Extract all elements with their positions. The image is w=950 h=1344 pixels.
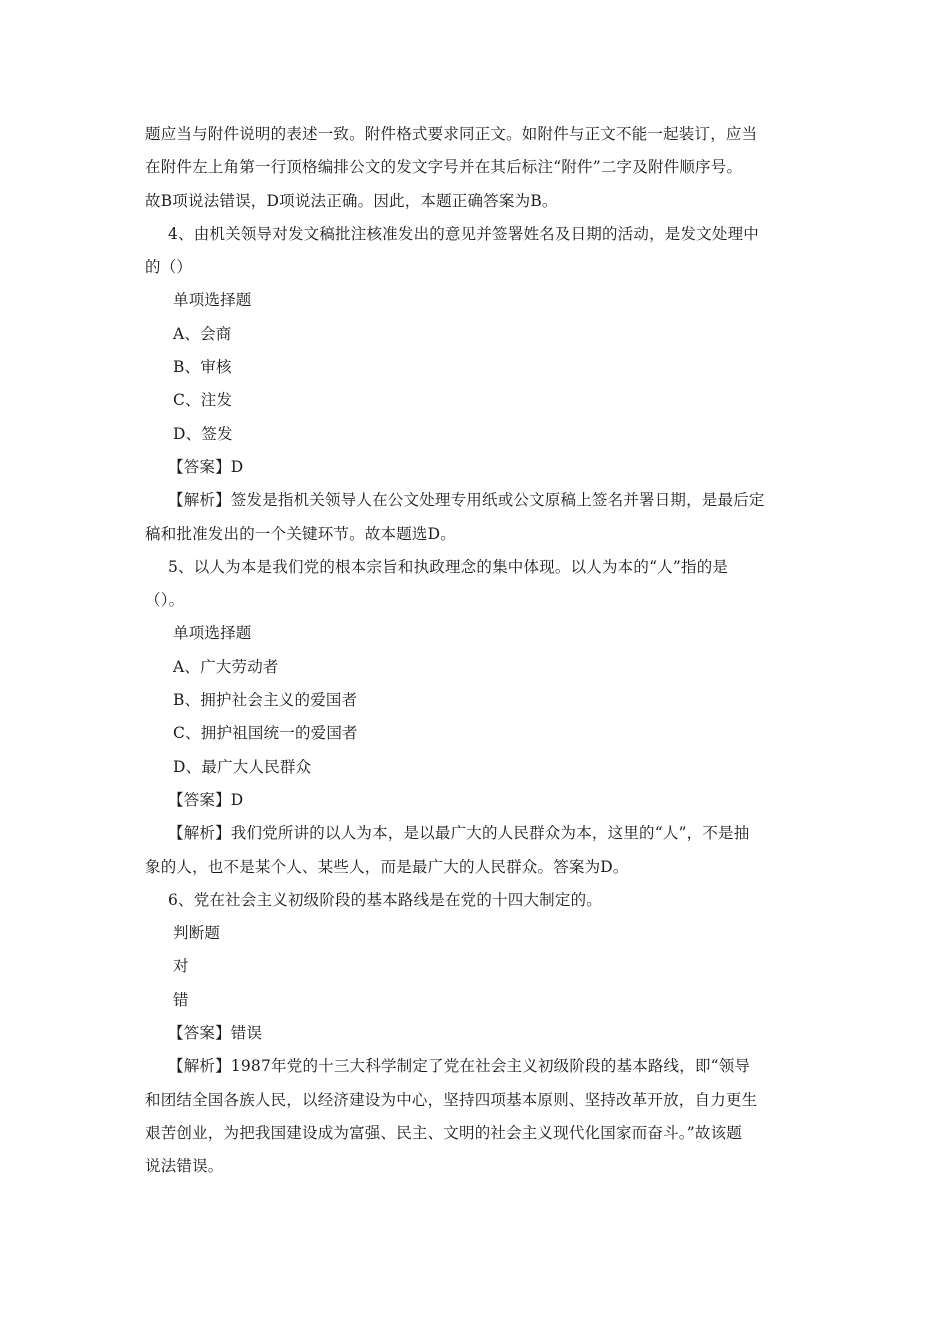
question-5 xyxy=(145,551,805,884)
question-type: 单项选择题 xyxy=(173,624,252,643)
analysis: 艰苦创业，为把我国建设成为富强、民主、文明的社会主义现代化国家而奋斗。”故该题 xyxy=(145,1123,742,1142)
option-b: B、拥护社会主义的爱国者 xyxy=(173,691,358,710)
question-stem: 4、由机关领导对发文稿批注核准发出的意见并签署姓名及日期的活动，是发文处理中 xyxy=(168,224,759,243)
analysis: 【解析】签发是指机关领导人在公文处理专用纸或公文原稿上签名并署日期，是最后定 xyxy=(168,491,765,510)
analysis: 说法错误。 xyxy=(145,1157,224,1176)
option-c: C、注发 xyxy=(173,391,233,410)
question-6 xyxy=(145,884,805,1184)
question-stem: 6、党在社会主义初级阶段的基本路线是在党的十四大制定的。 xyxy=(168,890,602,909)
option-a: A、广大劳动者 xyxy=(173,657,279,676)
question-stem: 的（） xyxy=(145,258,193,277)
analysis: 【解析】1987年党的十三大科学制定了党在社会主义初级阶段的基本路线，即“领导 xyxy=(168,1057,751,1076)
analysis: 【解析】我们党所讲的以人为本，是以最广大的人民群众为本，这里的“人”，不是抽 xyxy=(168,824,750,843)
analysis: 稿和批准发出的一个关键环节。故本题选D。 xyxy=(145,524,456,543)
option-c: C、拥护祖国统一的爱国者 xyxy=(173,724,358,743)
analysis: 和团结全国各族人民，以经济建设为中心，坚持四项基本原则、坚持改革开放，自力更生 xyxy=(145,1090,758,1109)
intro-line: 在附件左上角第一行顶格编排公文的发文字号并在其后标注“附件”二字及附件顺序号。 xyxy=(145,158,743,177)
option-d: D、最广大人民群众 xyxy=(173,757,312,776)
question-4 xyxy=(145,218,805,551)
question-type: 单项选择题 xyxy=(173,291,252,310)
analysis: 象的人，也不是某个人、某些人，而是最广大的人民群众。答案为D。 xyxy=(145,857,629,876)
intro-line: 故B项说法错误，D项说法正确。因此，本题正确答案为B。 xyxy=(145,191,558,210)
document-page xyxy=(145,118,805,1184)
option-true: 对 xyxy=(173,957,189,976)
question-stem: （）。 xyxy=(145,591,185,610)
answer: 【答案】D xyxy=(168,457,244,476)
option-false: 错 xyxy=(173,990,189,1009)
intro-line: 题应当与附件说明的表述一致。附件格式要求同正文。如附件与正文不能一起装订，应当 xyxy=(145,125,758,143)
answer: 【答案】错误 xyxy=(168,1024,263,1043)
answer: 【答案】D xyxy=(168,790,244,809)
question-stem: 5、以人为本是我们党的根本宗旨和执政理念的集中体现。以人为本的“人”指的是 xyxy=(168,557,729,576)
question-type: 判断题 xyxy=(173,924,221,943)
option-b: B、审核 xyxy=(173,358,232,377)
option-a: A、会商 xyxy=(173,324,232,343)
intro-paragraph xyxy=(145,118,805,218)
option-d: D、签发 xyxy=(173,424,233,443)
